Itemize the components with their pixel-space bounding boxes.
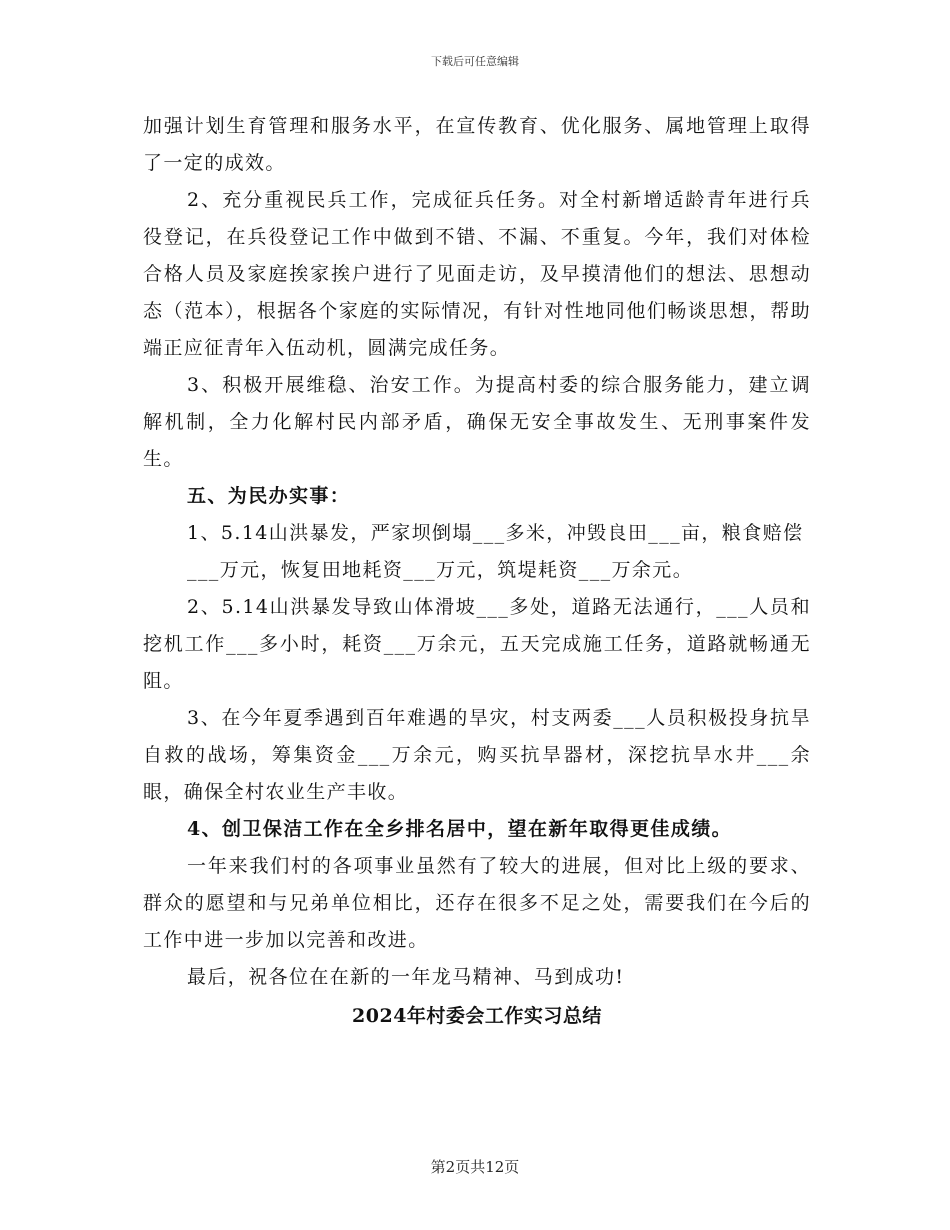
document-body <box>143 108 811 1035</box>
header-note: 下载后可任意编辑 <box>431 55 519 68</box>
page-footer: 第2页共12页 <box>430 1158 520 1176</box>
paragraph-flood-item-1: 1、5.14山洪暴发，严家坝倒塌___多米，冲毁良田___亩，粮食赔偿 <box>187 522 804 544</box>
section-heading-practical-work: 五、为民办实事： <box>187 485 351 507</box>
paragraph-family-planning: 加强计划生育管理和服务水平，在宣传教育、优化服务、属地管理上取得了一定的成效。 <box>143 115 811 174</box>
paragraph-militia-work: 2、充分重视民兵工作，完成征兵任务。对全村新增适龄青年进行兵役登记，在兵役登记工作中做到不错、不漏、不重复。今年，我们对体检合格人员及家庭挨家挨户进行了见面走访，及早摸清他们的想法、思想动态（范本），根据各个家庭的实际情况，有针对性地同他们畅谈思想，帮助端正应征青年入伍动机，圆满完成任务。 <box>143 189 811 359</box>
next-document-title: 2024年村委会工作实习总结 <box>352 1005 602 1027</box>
paragraph-summary: 一年来我们村的各项事业虽然有了较大的进展，但对比上级的要求、群众的愿望和与兄弟单位相比，还存在很多不足之处，需要我们在今后的工作中进一步加以完善和改进。 <box>143 855 811 951</box>
paragraph-flood-item-1-cont: ___万元，恢复田地耗资___万元，筑堤耗资___万余元。 <box>187 559 694 581</box>
paragraph-closing-wishes: 最后，祝各位在在新的一年龙马精神、马到成功! <box>187 966 625 988</box>
paragraph-public-security: 3、积极开展维稳、治安工作。为提高村委的综合服务能力，建立调解机制，全力化解村民内部矛盾，确保无安全事故发生、无刑事案件发生。 <box>143 374 811 470</box>
paragraph-drought-item-3: 3、在今年夏季遇到百年难遇的旱灾，村支两委___人员积极投身抗旱自救的战场，筹集资金___万余元，购买抗旱器材，深挖抗旱水井___余眼，确保全村农业生产丰收。 <box>143 707 811 803</box>
paragraph-landslide-item-2: 2、5.14山洪暴发导致山体滑坡___多处，道路无法通行，___人员和挖机工作___多小时，耗资___万余元，五天完成施工任务，道路就畅通无阻。 <box>143 596 811 692</box>
paragraph-sanitation-item-4: 4、创卫保洁工作在全乡排名居中，望在新年取得更佳成绩。 <box>187 818 733 840</box>
